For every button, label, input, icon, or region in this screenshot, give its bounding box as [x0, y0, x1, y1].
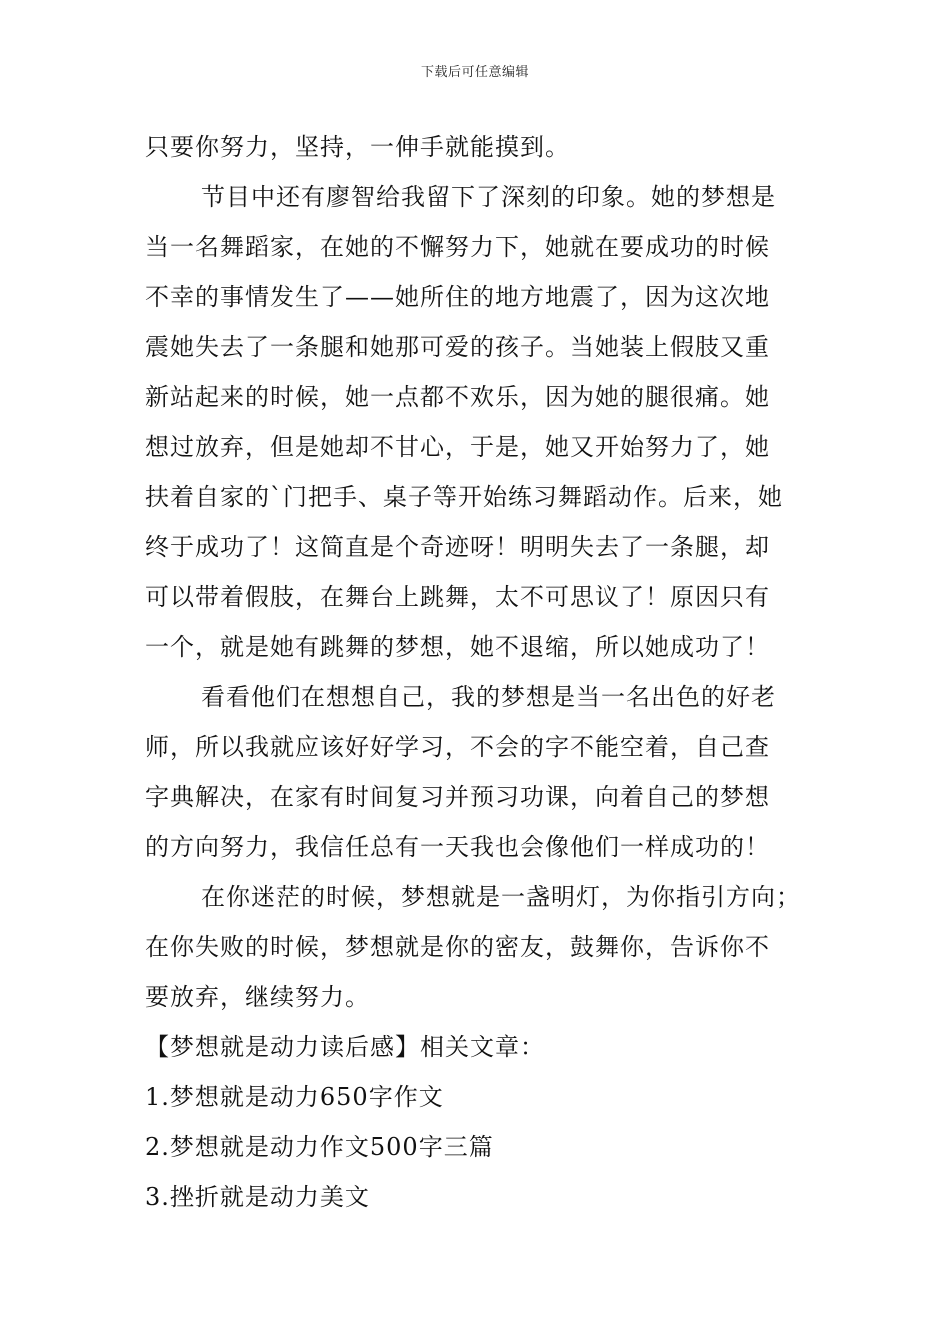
text-line: 扶着自家的`门把手、桌子等开始练习舞蹈动作。后来，她: [145, 483, 783, 511]
text-line: 想过放弃，但是她却不甘心，于是，她又开始努力了，她: [145, 433, 770, 461]
text-line: 终于成功了！这简直是个奇迹呀！明明失去了一条腿，却: [145, 533, 770, 561]
paragraph-start-line: 在你迷茫的时候，梦想就是一盏明灯，为你指引方向；: [201, 883, 801, 911]
related-articles-heading: 【梦想就是动力读后感】相关文章：: [145, 1033, 545, 1061]
text-line: 字典解决，在家有时间复习并预习功课，向着自己的梦想: [145, 783, 770, 811]
text-line: 要放弃，继续努力。: [145, 983, 370, 1011]
text-line: 一个，就是她有跳舞的梦想，她不退缩，所以她成功了！: [145, 633, 770, 661]
paragraph-start-line: 看看他们在想想自己，我的梦想是当一名出色的好老: [201, 683, 776, 711]
text-line: 在你失败的时候，梦想就是你的密友，鼓舞你，告诉你不: [145, 933, 770, 961]
document-body: [145, 122, 815, 1222]
text-line: 震她失去了一条腿和她那可爱的孩子。当她装上假肢又重: [145, 333, 770, 361]
text-line: 新站起来的时候，她一点都不欢乐，因为她的腿很痛。她: [145, 383, 770, 411]
text-line: 可以带着假肢，在舞台上跳舞，太不可思议了！原因只有: [145, 583, 770, 611]
text-line: 不幸的事情发生了——她所住的地方地震了，因为这次地: [145, 283, 770, 311]
text-line: 只要你努力，坚持，一伸手就能摸到。: [145, 133, 570, 161]
related-article-link[interactable]: 1.梦想就是动力650字作文: [145, 1083, 444, 1111]
paragraph-start-line: 节目中还有廖智给我留下了深刻的印象。她的梦想是: [201, 183, 776, 211]
header-note: 下载后可任意编辑: [420, 65, 529, 80]
related-article-link[interactable]: 3.挫折就是动力美文: [145, 1183, 370, 1211]
text-line: 当一名舞蹈家，在她的不懈努力下，她就在要成功的时候: [145, 233, 770, 261]
text-line: 师，所以我就应该好好学习，不会的字不能空着，自己查: [145, 733, 770, 761]
text-line: 的方向努力，我信任总有一天我也会像他们一样成功的！: [145, 833, 770, 861]
related-article-link[interactable]: 2.梦想就是动力作文500字三篇: [145, 1133, 494, 1161]
